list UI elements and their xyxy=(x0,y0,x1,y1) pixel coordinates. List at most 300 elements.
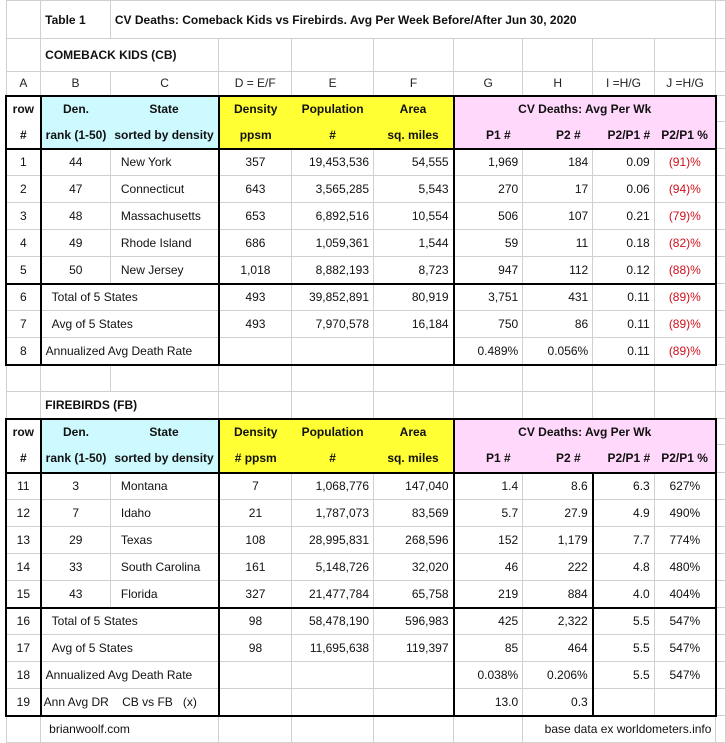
ratio-cell[interactable]: 0.11 xyxy=(593,284,654,311)
cell[interactable] xyxy=(593,392,654,419)
row-number[interactable]: 19 xyxy=(6,689,41,716)
rank-cell[interactable]: 29 xyxy=(41,527,111,554)
header-sorted: sorted by density xyxy=(110,445,218,473)
cell[interactable] xyxy=(716,257,726,284)
cell[interactable] xyxy=(593,365,654,392)
header-row: row xyxy=(6,419,41,445)
summary-label[interactable]: Ann Avg DR CB vs FB (x) xyxy=(41,689,219,716)
table-row xyxy=(6,149,726,176)
cell[interactable] xyxy=(716,39,726,72)
table-row xyxy=(6,527,726,554)
rank-cell[interactable]: 50 xyxy=(41,257,111,284)
row-number[interactable]: 11 xyxy=(6,473,41,500)
cell[interactable] xyxy=(716,176,726,203)
ratio-cell[interactable]: 0.18 xyxy=(593,230,654,257)
cell[interactable] xyxy=(716,445,726,473)
ratio-cell[interactable]: 0.11 xyxy=(593,338,654,365)
cell[interactable] xyxy=(654,392,716,419)
area-cell[interactable]: 147,040 xyxy=(374,473,454,500)
cell[interactable] xyxy=(716,419,726,445)
header-p2: P2 # xyxy=(523,122,593,149)
cell[interactable] xyxy=(219,716,292,743)
ratio-cell[interactable]: 0.09 xyxy=(593,149,654,176)
cell[interactable] xyxy=(716,716,726,743)
header-ppsm: # ppsm xyxy=(219,445,292,473)
row-number[interactable]: 2 xyxy=(6,176,41,203)
summary-row-avg xyxy=(6,635,726,662)
cell[interactable] xyxy=(292,392,374,419)
column-letter-j[interactable]: J =H/G xyxy=(654,72,716,96)
cell[interactable] xyxy=(523,39,593,72)
cell[interactable] xyxy=(374,39,454,72)
p2-cell[interactable]: 86 xyxy=(523,311,593,338)
header-p1: P1 # xyxy=(454,445,523,473)
header-row-num: # xyxy=(6,122,41,149)
footer-credit[interactable]: brianwoolf.com xyxy=(41,716,219,743)
state-cell[interactable]: Idaho xyxy=(110,500,218,527)
density-cell[interactable]: 493 xyxy=(219,311,292,338)
p1-cell[interactable]: 0.038% xyxy=(454,662,523,689)
cell[interactable] xyxy=(374,392,454,419)
area-cell[interactable]: 32,020 xyxy=(374,554,454,581)
density-cell[interactable]: 161 xyxy=(219,554,292,581)
cell[interactable] xyxy=(523,392,593,419)
header-population: Population xyxy=(292,96,374,122)
header-pct: P2/P1 % xyxy=(654,445,716,473)
p2-cell[interactable]: 17 xyxy=(523,176,593,203)
rank-cell[interactable]: 47 xyxy=(41,176,111,203)
p1-cell[interactable]: 152 xyxy=(454,527,523,554)
cell[interactable] xyxy=(716,689,726,716)
density-cell[interactable]: 7 xyxy=(219,473,292,500)
pct-cell[interactable]: (88)% xyxy=(654,257,716,284)
ratio-cell[interactable]: 5.5 xyxy=(593,608,654,635)
row-number[interactable]: 18 xyxy=(6,662,41,689)
summary-label[interactable]: Annualized Avg Death Rate xyxy=(41,338,219,365)
cell[interactable] xyxy=(716,500,726,527)
cell[interactable] xyxy=(716,311,726,338)
cell[interactable] xyxy=(716,1,726,39)
pct-cell[interactable]: 547% xyxy=(654,635,716,662)
area-cell[interactable]: 83,569 xyxy=(374,500,454,527)
header-den: Den. xyxy=(41,419,111,445)
cell[interactable] xyxy=(219,365,292,392)
cell[interactable] xyxy=(716,230,726,257)
area-cell[interactable] xyxy=(374,338,454,365)
cell[interactable] xyxy=(6,1,41,39)
cell[interactable] xyxy=(454,716,523,743)
rank-cell[interactable]: 3 xyxy=(41,473,111,500)
cell[interactable] xyxy=(716,392,726,419)
p1-cell[interactable]: 506 xyxy=(454,203,523,230)
p1-cell[interactable]: 46 xyxy=(454,554,523,581)
row-number[interactable]: 1 xyxy=(6,149,41,176)
population-cell[interactable]: 1,068,776 xyxy=(292,473,374,500)
state-cell[interactable]: New Jersey xyxy=(110,257,218,284)
footer-row xyxy=(6,716,726,743)
density-cell[interactable] xyxy=(219,689,292,716)
cell[interactable] xyxy=(716,365,726,392)
state-cell[interactable]: Rhode Island xyxy=(110,230,218,257)
rank-cell[interactable]: 49 xyxy=(41,230,111,257)
p2-cell[interactable]: 112 xyxy=(523,257,593,284)
pct-cell[interactable]: (89)% xyxy=(654,338,716,365)
header-row: row xyxy=(6,96,41,122)
density-cell[interactable] xyxy=(219,338,292,365)
p2-cell[interactable]: 184 xyxy=(523,149,593,176)
firebirds-header-row-1 xyxy=(6,419,726,445)
pct-cell[interactable]: 627% xyxy=(654,473,716,500)
header-density: Density xyxy=(219,96,292,122)
density-cell[interactable]: 98 xyxy=(219,608,292,635)
cell[interactable] xyxy=(454,365,523,392)
firebirds-header-row-2 xyxy=(6,445,726,473)
row-number[interactable]: 3 xyxy=(6,203,41,230)
cell[interactable] xyxy=(716,203,726,230)
cell[interactable] xyxy=(593,39,654,72)
column-letter-g[interactable]: G xyxy=(454,72,523,96)
population-cell[interactable] xyxy=(292,662,374,689)
rank-cell[interactable]: 43 xyxy=(41,581,111,608)
population-cell[interactable]: 7,970,578 xyxy=(292,311,374,338)
density-cell[interactable]: 493 xyxy=(219,284,292,311)
summary-row-annualized xyxy=(6,338,726,365)
density-cell[interactable]: 21 xyxy=(219,500,292,527)
cell[interactable] xyxy=(716,635,726,662)
header-ratio: P2/P1 # xyxy=(593,122,654,149)
summary-label[interactable]: Avg of 5 States xyxy=(41,635,219,662)
area-cell[interactable]: 1,544 xyxy=(374,230,454,257)
cell[interactable] xyxy=(219,392,292,419)
comeback-header-row-2 xyxy=(6,122,726,149)
section-row-comeback xyxy=(6,39,726,72)
pct-cell[interactable]: 547% xyxy=(654,608,716,635)
summary-label[interactable]: Annualized Avg Death Rate xyxy=(41,662,219,689)
p1-cell[interactable]: 59 xyxy=(454,230,523,257)
header-pop-num: # xyxy=(292,122,374,149)
header-state: State xyxy=(110,419,218,445)
summary-row-avg xyxy=(6,311,726,338)
column-letter-row xyxy=(6,72,726,96)
state-cell[interactable]: Connecticut xyxy=(110,176,218,203)
header-pop-num: # xyxy=(292,445,374,473)
population-cell[interactable]: 1,059,361 xyxy=(292,230,374,257)
header-row-num: # xyxy=(6,445,41,473)
p2-cell[interactable]: 0.3 xyxy=(523,689,593,716)
cell[interactable] xyxy=(374,716,454,743)
table-row xyxy=(6,500,726,527)
state-cell[interactable]: Montana xyxy=(110,473,218,500)
row-number[interactable]: 8 xyxy=(6,338,41,365)
area-cell[interactable]: 8,723 xyxy=(374,257,454,284)
ratio-cell[interactable]: 5.5 xyxy=(593,635,654,662)
density-cell[interactable]: 98 xyxy=(219,635,292,662)
population-cell[interactable]: 11,695,638 xyxy=(292,635,374,662)
pct-cell[interactable]: 480% xyxy=(654,554,716,581)
cell[interactable] xyxy=(292,365,374,392)
p2-cell[interactable]: 464 xyxy=(523,635,593,662)
p1-cell[interactable]: 1,969 xyxy=(454,149,523,176)
p1-cell[interactable]: 1.4 xyxy=(454,473,523,500)
pct-cell[interactable]: (79)% xyxy=(654,203,716,230)
table-row xyxy=(6,581,726,608)
area-cell[interactable]: 54,555 xyxy=(374,149,454,176)
row-number[interactable]: 17 xyxy=(6,635,41,662)
density-cell[interactable]: 643 xyxy=(219,176,292,203)
header-rank: rank (1-50) xyxy=(41,122,111,149)
row-number[interactable]: 13 xyxy=(6,527,41,554)
row-number[interactable]: 12 xyxy=(6,500,41,527)
summary-row-total xyxy=(6,284,726,311)
spreadsheet-grid xyxy=(5,0,726,743)
p1-cell[interactable]: 947 xyxy=(454,257,523,284)
p2-cell[interactable]: 222 xyxy=(523,554,593,581)
ratio-cell[interactable]: 0.12 xyxy=(593,257,654,284)
cell[interactable] xyxy=(716,338,726,365)
title-row xyxy=(6,1,726,39)
p2-cell[interactable]: 107 xyxy=(523,203,593,230)
table-row xyxy=(6,257,726,284)
density-cell[interactable]: 686 xyxy=(219,230,292,257)
state-cell[interactable]: New York xyxy=(110,149,218,176)
ratio-cell[interactable]: 0.06 xyxy=(593,176,654,203)
blank-row xyxy=(6,365,726,392)
table-row xyxy=(6,473,726,500)
p2-cell[interactable]: 0.206% xyxy=(523,662,593,689)
density-cell[interactable] xyxy=(219,662,292,689)
p2-cell[interactable]: 884 xyxy=(523,581,593,608)
area-cell[interactable]: 268,596 xyxy=(374,527,454,554)
summary-row-annualized xyxy=(6,662,726,689)
density-cell[interactable]: 108 xyxy=(219,527,292,554)
p1-cell[interactable]: 13.0 xyxy=(454,689,523,716)
p1-cell[interactable]: 0.489% xyxy=(454,338,523,365)
p1-cell[interactable]: 750 xyxy=(454,311,523,338)
ratio-cell[interactable]: 4.9 xyxy=(593,500,654,527)
p2-cell[interactable]: 8.6 xyxy=(523,473,593,500)
cell[interactable] xyxy=(716,122,726,149)
section-row-firebirds xyxy=(6,392,726,419)
ratio-cell[interactable]: 4.0 xyxy=(593,581,654,608)
population-cell[interactable]: 19,453,536 xyxy=(292,149,374,176)
cell[interactable] xyxy=(6,39,41,72)
header-area: Area xyxy=(374,96,454,122)
area-cell[interactable]: 80,919 xyxy=(374,284,454,311)
p2-cell[interactable]: 0.056% xyxy=(523,338,593,365)
cell[interactable] xyxy=(219,39,292,72)
row-number[interactable]: 14 xyxy=(6,554,41,581)
p2-cell[interactable]: 1,179 xyxy=(523,527,593,554)
density-cell[interactable]: 327 xyxy=(219,581,292,608)
cell[interactable] xyxy=(716,581,726,608)
summary-row-total xyxy=(6,608,726,635)
row-number[interactable]: 4 xyxy=(6,230,41,257)
p2-cell[interactable]: 27.9 xyxy=(523,500,593,527)
area-cell[interactable]: 5,543 xyxy=(374,176,454,203)
area-cell[interactable]: 596,983 xyxy=(374,608,454,635)
row-number[interactable]: 16 xyxy=(6,608,41,635)
summary-label[interactable]: Total of 5 States xyxy=(41,608,219,635)
state-cell[interactable]: Texas xyxy=(110,527,218,554)
column-letter-f[interactable]: F xyxy=(374,72,454,96)
rank-cell[interactable]: 44 xyxy=(41,149,111,176)
cell[interactable] xyxy=(6,365,41,392)
header-ratio: P2/P1 # xyxy=(593,445,654,473)
area-cell[interactable]: 16,184 xyxy=(374,311,454,338)
p1-cell[interactable]: 219 xyxy=(454,581,523,608)
ratio-cell[interactable]: 5.5 xyxy=(593,662,654,689)
pct-cell[interactable]: (89)% xyxy=(654,284,716,311)
cell[interactable] xyxy=(716,662,726,689)
header-state: State xyxy=(110,96,218,122)
pct-cell[interactable]: 490% xyxy=(654,500,716,527)
ratio-cell[interactable]: 6.3 xyxy=(593,473,654,500)
p1-cell[interactable]: 425 xyxy=(454,608,523,635)
density-cell[interactable]: 1,018 xyxy=(219,257,292,284)
cell[interactable] xyxy=(716,96,726,122)
population-cell[interactable]: 6,892,516 xyxy=(292,203,374,230)
header-den: Den. xyxy=(41,96,111,122)
header-density: Density xyxy=(219,419,292,445)
ratio-cell[interactable]: 0.11 xyxy=(593,311,654,338)
area-cell[interactable]: 65,758 xyxy=(374,581,454,608)
p1-cell[interactable]: 5.7 xyxy=(454,500,523,527)
rank-cell[interactable]: 48 xyxy=(41,203,111,230)
summary-label[interactable]: Total of 5 States xyxy=(41,284,219,311)
pct-cell[interactable]: 404% xyxy=(654,581,716,608)
cell[interactable] xyxy=(716,608,726,635)
header-ppsm: ppsm xyxy=(219,122,292,149)
cell[interactable] xyxy=(716,554,726,581)
cell[interactable] xyxy=(292,39,374,72)
header-rank: rank (1-50) xyxy=(41,445,111,473)
cell[interactable] xyxy=(110,365,218,392)
pct-cell[interactable] xyxy=(654,689,716,716)
table-row xyxy=(6,230,726,257)
header-area: Area xyxy=(374,419,454,445)
row-number[interactable]: 6 xyxy=(6,284,41,311)
cell[interactable] xyxy=(41,365,111,392)
state-cell[interactable]: South Carolina xyxy=(110,554,218,581)
table-row xyxy=(6,554,726,581)
column-letter-h[interactable]: H xyxy=(523,72,593,96)
area-cell[interactable]: 119,397 xyxy=(374,635,454,662)
p2-cell[interactable]: 11 xyxy=(523,230,593,257)
density-cell[interactable]: 653 xyxy=(219,203,292,230)
p2-cell[interactable]: 2,322 xyxy=(523,608,593,635)
footer-source[interactable]: base data ex worldometers.info xyxy=(523,716,716,743)
ratio-cell[interactable] xyxy=(593,689,654,716)
cell[interactable] xyxy=(454,39,523,72)
section-label-firebirds[interactable]: FIREBIRDS (FB) xyxy=(41,392,219,419)
cell[interactable] xyxy=(6,392,41,419)
ratio-cell[interactable]: 4.8 xyxy=(593,554,654,581)
pct-cell[interactable]: 774% xyxy=(654,527,716,554)
state-cell[interactable]: Florida xyxy=(110,581,218,608)
comeback-header-row-1 xyxy=(6,96,726,122)
cell[interactable] xyxy=(716,473,726,500)
header-sq-miles: sq. miles xyxy=(374,122,454,149)
header-cv-deaths: CV Deaths: Avg Per Wk xyxy=(454,419,716,445)
cell[interactable] xyxy=(654,39,716,72)
population-cell[interactable]: 28,995,831 xyxy=(292,527,374,554)
table-label[interactable]: Table 1 xyxy=(41,1,111,39)
cell[interactable] xyxy=(454,392,523,419)
column-letter-a[interactable]: A xyxy=(6,72,41,96)
row-number[interactable]: 7 xyxy=(6,311,41,338)
cell[interactable] xyxy=(716,72,726,96)
ratio-cell[interactable]: 7.7 xyxy=(593,527,654,554)
header-sorted: sorted by density xyxy=(110,122,218,149)
p1-cell[interactable]: 85 xyxy=(454,635,523,662)
cell[interactable] xyxy=(374,365,454,392)
cell[interactable] xyxy=(716,149,726,176)
p1-cell[interactable]: 3,751 xyxy=(454,284,523,311)
population-cell[interactable]: 21,477,784 xyxy=(292,581,374,608)
p1-cell[interactable]: 270 xyxy=(454,176,523,203)
table-title[interactable]: CV Deaths: Comeback Kids vs Firebirds. Avg Per Week Before/After Jun 30, 2020 xyxy=(110,1,716,39)
state-cell[interactable]: Massachusetts xyxy=(110,203,218,230)
population-cell[interactable]: 5,148,726 xyxy=(292,554,374,581)
section-label-comeback[interactable]: COMEBACK KIDS (CB) xyxy=(41,39,219,72)
density-cell[interactable]: 357 xyxy=(219,149,292,176)
summary-row-cb-vs-fb xyxy=(6,689,726,716)
table-row xyxy=(6,203,726,230)
pct-cell[interactable]: (91)% xyxy=(654,149,716,176)
column-letter-b[interactable]: B xyxy=(41,72,111,96)
area-cell[interactable] xyxy=(374,662,454,689)
header-p2: P2 # xyxy=(523,445,593,473)
row-number[interactable]: 5 xyxy=(6,257,41,284)
column-letter-c[interactable]: C xyxy=(110,72,218,96)
header-sq-miles: sq. miles xyxy=(374,445,454,473)
area-cell[interactable] xyxy=(374,689,454,716)
population-cell[interactable] xyxy=(292,689,374,716)
cell[interactable] xyxy=(292,716,374,743)
population-cell[interactable]: 1,787,073 xyxy=(292,500,374,527)
cell[interactable] xyxy=(6,716,41,743)
row-number[interactable]: 15 xyxy=(6,581,41,608)
cell[interactable] xyxy=(654,365,716,392)
column-letter-d[interactable]: D = E/F xyxy=(219,72,292,96)
table-row xyxy=(6,176,726,203)
rank-cell[interactable]: 7 xyxy=(41,500,111,527)
header-pct: P2/P1 % xyxy=(654,122,716,149)
population-cell[interactable]: 58,478,190 xyxy=(292,608,374,635)
pct-cell[interactable]: (82)% xyxy=(654,230,716,257)
pct-cell[interactable]: (89)% xyxy=(654,311,716,338)
population-cell[interactable]: 39,852,891 xyxy=(292,284,374,311)
population-cell[interactable] xyxy=(292,338,374,365)
population-cell[interactable]: 3,565,285 xyxy=(292,176,374,203)
cell[interactable] xyxy=(523,365,593,392)
header-cv-deaths: CV Deaths: Avg Per Wk xyxy=(454,96,716,122)
population-cell[interactable]: 8,882,193 xyxy=(292,257,374,284)
pct-cell[interactable]: 547% xyxy=(654,662,716,689)
summary-label[interactable]: Avg of 5 States xyxy=(41,311,219,338)
ratio-cell[interactable]: 0.21 xyxy=(593,203,654,230)
header-p1: P1 # xyxy=(454,122,523,149)
cell[interactable] xyxy=(716,527,726,554)
pct-cell[interactable]: (94)% xyxy=(654,176,716,203)
column-letter-e[interactable]: E xyxy=(292,72,374,96)
cell[interactable] xyxy=(716,284,726,311)
rank-cell[interactable]: 33 xyxy=(41,554,111,581)
header-population: Population xyxy=(292,419,374,445)
column-letter-i[interactable]: I =H/G xyxy=(593,72,654,96)
p2-cell[interactable]: 431 xyxy=(523,284,593,311)
area-cell[interactable]: 10,554 xyxy=(374,203,454,230)
